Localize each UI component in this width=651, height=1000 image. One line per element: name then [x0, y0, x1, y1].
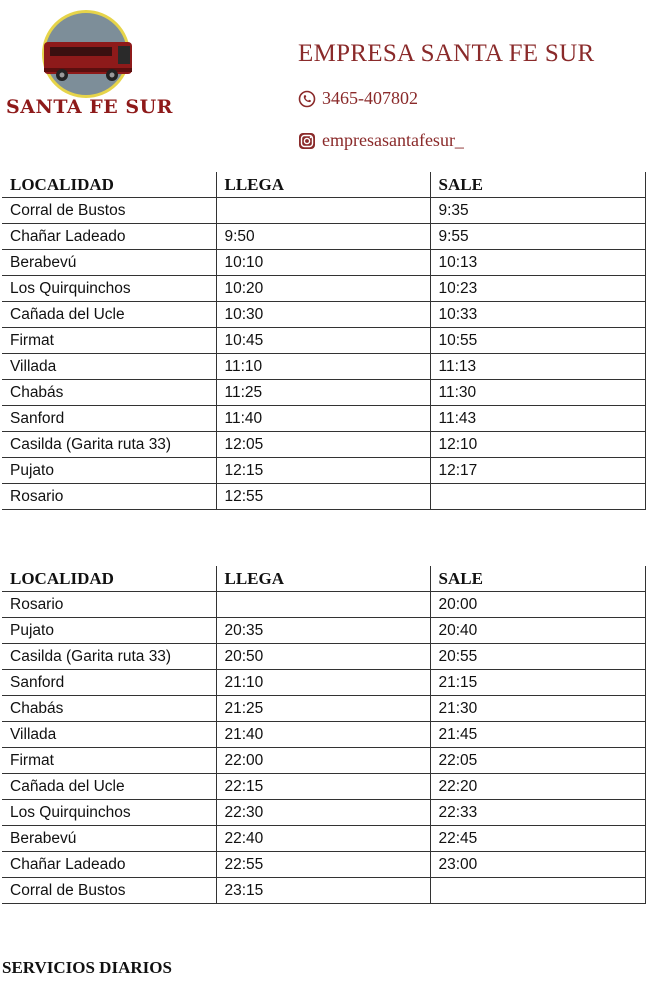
cell-sale: 12:10 — [430, 432, 645, 458]
cell-sale: 12:17 — [430, 458, 645, 484]
cell-llega: 12:15 — [216, 458, 430, 484]
phone-circle-icon — [298, 90, 316, 108]
table-row — [2, 406, 645, 432]
cell-localidad: Corral de Bustos — [2, 878, 216, 904]
cell-sale: 22:05 — [430, 748, 645, 774]
cell-sale: 23:00 — [430, 852, 645, 878]
cell-sale: 21:15 — [430, 670, 645, 696]
instagram-icon — [298, 132, 316, 150]
cell-localidad: Casilda (Garita ruta 33) — [2, 644, 216, 670]
cell-localidad: Firmat — [2, 328, 216, 354]
cell-localidad: Rosario — [2, 592, 216, 618]
table-row — [2, 354, 645, 380]
table-row — [2, 670, 645, 696]
schedule-table-return — [2, 566, 646, 904]
cell-sale — [430, 878, 645, 904]
cell-sale: 11:13 — [430, 354, 645, 380]
table-row — [2, 722, 645, 748]
cell-localidad: Berabevú — [2, 826, 216, 852]
cell-localidad: Chabás — [2, 380, 216, 406]
cell-localidad: Cañada del Ucle — [2, 774, 216, 800]
cell-llega: 9:50 — [216, 224, 430, 250]
table-row — [2, 748, 645, 774]
cell-llega: 10:10 — [216, 250, 430, 276]
cell-localidad: Cañada del Ucle — [2, 302, 216, 328]
cell-sale: 10:13 — [430, 250, 645, 276]
cell-sale: 11:30 — [430, 380, 645, 406]
logo-text: SANTA FE SUR — [6, 96, 173, 118]
column-header-sale: SALE — [430, 172, 645, 198]
cell-llega: 11:25 — [216, 380, 430, 406]
cell-sale — [430, 484, 645, 510]
cell-llega — [216, 198, 430, 224]
cell-sale: 9:55 — [430, 224, 645, 250]
cell-llega: 11:10 — [216, 354, 430, 380]
cell-localidad: Villada — [2, 722, 216, 748]
table-row — [2, 592, 645, 618]
cell-sale: 22:20 — [430, 774, 645, 800]
bus-icon — [42, 34, 138, 90]
phone-number: 3465-407802 — [322, 88, 418, 108]
cell-llega: 12:55 — [216, 484, 430, 510]
table-row — [2, 250, 645, 276]
cell-localidad: Chabás — [2, 696, 216, 722]
table-row — [2, 380, 645, 406]
cell-sale: 22:45 — [430, 826, 645, 852]
cell-sale: 11:43 — [430, 406, 645, 432]
company-name: EMPRESA SANTA FE SUR — [298, 40, 595, 67]
table-row — [2, 826, 645, 852]
cell-llega: 22:55 — [216, 852, 430, 878]
cell-llega: 10:45 — [216, 328, 430, 354]
cell-localidad: Sanford — [2, 670, 216, 696]
cell-llega: 22:30 — [216, 800, 430, 826]
column-header-sale: SALE — [430, 566, 645, 592]
table-row — [2, 328, 645, 354]
cell-localidad: Rosario — [2, 484, 216, 510]
cell-llega: 23:15 — [216, 878, 430, 904]
cell-llega: 11:40 — [216, 406, 430, 432]
cell-localidad: Sanford — [2, 406, 216, 432]
cell-sale: 9:35 — [430, 198, 645, 224]
cell-llega: 21:10 — [216, 670, 430, 696]
cell-llega: 12:05 — [216, 432, 430, 458]
cell-llega: 20:50 — [216, 644, 430, 670]
cell-localidad: Chañar Ladeado — [2, 852, 216, 878]
cell-llega — [216, 592, 430, 618]
instagram-contact — [298, 130, 464, 151]
table-row — [2, 644, 645, 670]
table-row — [2, 484, 645, 510]
cell-localidad: Casilda (Garita ruta 33) — [2, 432, 216, 458]
cell-sale: 10:55 — [430, 328, 645, 354]
cell-localidad: Villada — [2, 354, 216, 380]
cell-llega: 10:20 — [216, 276, 430, 302]
table-row — [2, 224, 645, 250]
table-row — [2, 302, 645, 328]
cell-localidad: Pujato — [2, 458, 216, 484]
table-row — [2, 618, 645, 644]
cell-llega: 10:30 — [216, 302, 430, 328]
company-logo — [2, 8, 174, 128]
cell-llega: 20:35 — [216, 618, 430, 644]
footer-label: SERVICIOS DIARIOS — [2, 958, 172, 977]
table-header-row — [2, 566, 645, 592]
cell-llega: 22:15 — [216, 774, 430, 800]
phone-contact — [298, 88, 418, 109]
column-header-llega: LLEGA — [216, 566, 430, 592]
table-row — [2, 800, 645, 826]
instagram-handle: empresasantafesur_ — [322, 130, 464, 150]
cell-sale: 22:33 — [430, 800, 645, 826]
cell-sale: 20:40 — [430, 618, 645, 644]
table-header-row — [2, 172, 645, 198]
cell-llega: 22:40 — [216, 826, 430, 852]
cell-sale: 21:30 — [430, 696, 645, 722]
table-row — [2, 276, 645, 302]
cell-llega: 21:25 — [216, 696, 430, 722]
cell-sale: 10:23 — [430, 276, 645, 302]
table-row — [2, 878, 645, 904]
cell-localidad: Berabevú — [2, 250, 216, 276]
cell-localidad: Pujato — [2, 618, 216, 644]
table-row — [2, 852, 645, 878]
column-header-localidad: LOCALIDAD — [2, 566, 216, 592]
cell-localidad: Chañar Ladeado — [2, 224, 216, 250]
table-row — [2, 696, 645, 722]
cell-localidad: Los Quirquinchos — [2, 276, 216, 302]
cell-sale: 21:45 — [430, 722, 645, 748]
table-row — [2, 432, 645, 458]
column-header-llega: LLEGA — [216, 172, 430, 198]
cell-localidad: Firmat — [2, 748, 216, 774]
cell-sale: 20:00 — [430, 592, 645, 618]
table-row — [2, 198, 645, 224]
table-row — [2, 458, 645, 484]
cell-localidad: Corral de Bustos — [2, 198, 216, 224]
cell-llega: 22:00 — [216, 748, 430, 774]
schedule-table-outbound — [2, 172, 646, 510]
cell-sale: 20:55 — [430, 644, 645, 670]
table-row — [2, 774, 645, 800]
cell-localidad: Los Quirquinchos — [2, 800, 216, 826]
cell-llega: 21:40 — [216, 722, 430, 748]
column-header-localidad: LOCALIDAD — [2, 172, 216, 198]
cell-sale: 10:33 — [430, 302, 645, 328]
